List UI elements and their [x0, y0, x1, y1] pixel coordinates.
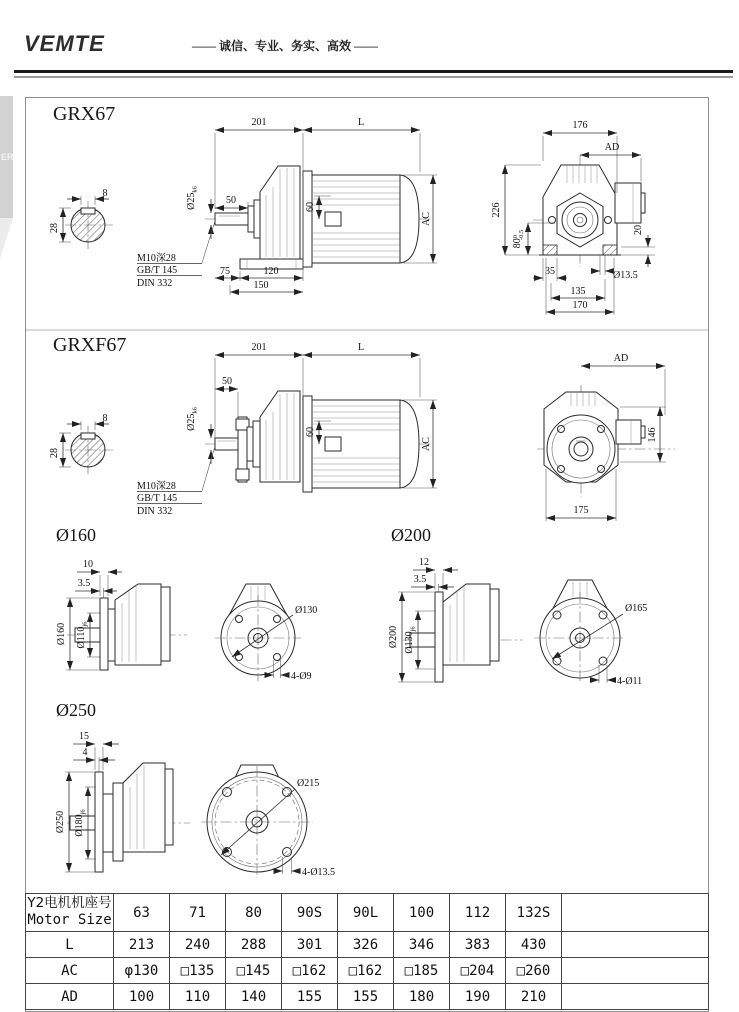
dim-hole-label: Ø13.5	[613, 270, 638, 281]
table-cell: □204	[450, 958, 506, 984]
std-gbt: GB/T 145	[137, 493, 178, 504]
table-cell: □162	[338, 958, 394, 984]
table-cell: 132S	[506, 894, 562, 932]
dim-135-label: 135	[570, 286, 586, 297]
dim-226-label: 226	[491, 202, 502, 218]
terminal-box	[615, 183, 641, 223]
dim-keyw-label: 8	[102, 413, 108, 424]
table-cell: □162	[282, 958, 338, 984]
flange-plate	[100, 598, 108, 670]
std-din: DIN 332	[137, 506, 173, 517]
f160-side-view	[56, 559, 187, 670]
table-cell: 110	[170, 984, 226, 1010]
table-cell: 430	[506, 932, 562, 958]
output-flange-face	[547, 415, 615, 483]
dim-t2-label: 3.5	[77, 578, 91, 589]
dimension-table	[25, 893, 709, 1010]
dim-60-label: 60	[305, 202, 316, 212]
table-cell: □185	[394, 958, 450, 984]
table-cell: 140	[226, 984, 282, 1010]
dim-t2-label: 3.5	[413, 574, 427, 585]
table-cell: 326	[338, 932, 394, 958]
thread-callout	[137, 446, 215, 517]
table-cell: 383	[450, 932, 506, 958]
table-cell: 100	[394, 894, 450, 932]
table-cell: 180	[394, 984, 450, 1010]
std-gbt: GB/T 145	[137, 265, 178, 276]
dim-t1-label: 12	[419, 557, 429, 568]
dim-80-label: $80^0-0.5$	[512, 229, 525, 249]
section-title-f200: Ø200	[391, 525, 431, 545]
dim-20-label: 20	[633, 225, 644, 235]
table-row-label: AD	[26, 984, 114, 1010]
dim-201-label: 201	[251, 117, 267, 128]
grxf67-shaft-section	[49, 413, 113, 474]
f200-side-view	[388, 557, 523, 682]
dim-120-label: 120	[263, 266, 279, 277]
dim-AC-label: AC	[421, 437, 432, 451]
terminal-box	[616, 420, 641, 444]
table-cell: 90L	[338, 894, 394, 932]
table-cell: φ130	[114, 958, 170, 984]
dim-176-label: 176	[572, 120, 588, 131]
dim-bc-label: Ø215	[297, 778, 320, 789]
dim-t1-label: 10	[83, 559, 93, 570]
edge-watermark-fade	[0, 218, 13, 258]
table-cell: 90S	[282, 894, 338, 932]
section-title-f160: Ø160	[56, 525, 96, 545]
dim-keyh-label: 28	[49, 223, 60, 233]
motor-end-cap	[400, 175, 419, 263]
output-shaft	[215, 213, 248, 225]
dim-170-label: 170	[572, 300, 588, 311]
table-cell: 301	[282, 932, 338, 958]
section-title-f250: Ø250	[56, 700, 96, 720]
section-title-grx67: GRX67	[53, 103, 116, 125]
table-cell: 190	[450, 984, 506, 1010]
grxf67-side-view	[137, 342, 437, 517]
output-shaft	[215, 438, 238, 450]
table-cell: 155	[338, 984, 394, 1010]
motor-flange	[303, 396, 312, 492]
dim-AD-label: AD	[613, 353, 629, 364]
dim-t1-label: 15	[79, 731, 89, 742]
table-cell: 240	[170, 932, 226, 958]
dim-pilot-label: $Ø130_{j6}$	[404, 626, 417, 654]
table-cell: 80	[226, 894, 282, 932]
dim-shaft-dia-label: $Ø25_{k6}$	[186, 407, 199, 431]
dim-shaft-dia-label: $Ø25_{k6}$	[186, 186, 199, 210]
dim-50-label: 50	[222, 376, 232, 387]
dim-pilot-label: $Ø110_{j6}$	[76, 621, 89, 649]
technical-drawings	[25, 97, 708, 893]
thread-callout	[137, 221, 215, 289]
dim-holes-label: 4-Ø11	[617, 676, 643, 687]
grx67-shaft-section	[49, 188, 113, 249]
dim-bc-label: Ø165	[625, 603, 648, 614]
dim-60-label: 60	[305, 427, 316, 437]
dim-keyh-label: 28	[49, 448, 60, 458]
table-row-label: L	[26, 932, 114, 958]
brand-slogan: —— 诚信、专业、务实、高效 ——	[191, 39, 378, 53]
dim-bc-label: Ø130	[295, 605, 318, 616]
table-cell-empty	[562, 958, 709, 984]
dim-od-label: Ø160	[56, 622, 67, 646]
dim-od-label: Ø250	[55, 810, 66, 834]
motor-flange	[303, 171, 312, 267]
dim-t2-label: 4	[82, 747, 88, 758]
table-cell: □260	[506, 958, 562, 984]
dim-pilot-label: $Ø180_{j6}$	[74, 809, 87, 837]
f200-front-view	[534, 580, 647, 687]
motor-end-cap	[400, 400, 419, 488]
table-cell: 288	[226, 932, 282, 958]
dim-L-label: L	[357, 342, 365, 353]
table-cell: 155	[282, 984, 338, 1010]
table-cell: 112	[450, 894, 506, 932]
table-cell-empty	[562, 984, 709, 1010]
dim-50-label: 50	[226, 195, 236, 206]
dim-75-label: 75	[220, 266, 230, 277]
table-cell: 213	[114, 932, 170, 958]
table-cell: 346	[394, 932, 450, 958]
grx67-end-view	[491, 120, 655, 315]
dim-AD-label: AD	[604, 142, 620, 153]
flange-plate	[95, 772, 103, 872]
table-cell-empty	[562, 932, 709, 958]
flange-plate	[435, 592, 443, 682]
edge-watermark: ER	[0, 96, 13, 218]
f250-front-view	[201, 765, 335, 878]
dim-146-label: 146	[647, 427, 658, 443]
thread-spec: M10深28	[137, 253, 176, 264]
table-cell: 210	[506, 984, 562, 1010]
table-cell: 71	[170, 894, 226, 932]
brand-logo: VEMTE	[24, 31, 105, 56]
dim-201-label: 201	[251, 342, 267, 353]
table-cell: 63	[114, 894, 170, 932]
table-cell: 100	[114, 984, 170, 1010]
dim-L-label: L	[357, 117, 365, 128]
dim-holes-label: 4-Ø9	[291, 671, 312, 682]
table-cell: □135	[170, 958, 226, 984]
header-rule-thin	[14, 76, 733, 78]
dim-od-label: Ø200	[388, 625, 399, 649]
thread-spec: M10深28	[137, 481, 176, 492]
table-header-motor-size: Y2电机机座号 Motor Size	[26, 894, 114, 932]
table-cell-empty	[562, 894, 709, 932]
header-rule-thick	[14, 70, 733, 73]
f250-side-view	[55, 731, 190, 872]
dim-keyw-label: 8	[102, 188, 108, 199]
grxf67-end-view	[537, 353, 675, 521]
table-row-label: AC	[26, 958, 114, 984]
dim-35-label: 35	[545, 266, 555, 277]
section-title-grxf67: GRXF67	[53, 334, 127, 356]
dim-150-label: 150	[253, 280, 269, 291]
std-din: DIN 332	[137, 278, 173, 289]
dim-holes-label: 4-Ø13.5	[302, 867, 336, 878]
dim-175-label: 175	[573, 505, 589, 516]
grx67-side-view	[137, 117, 437, 295]
f160-front-view	[215, 584, 317, 682]
dim-AC-label: AC	[421, 212, 432, 226]
table-cell: □145	[226, 958, 282, 984]
